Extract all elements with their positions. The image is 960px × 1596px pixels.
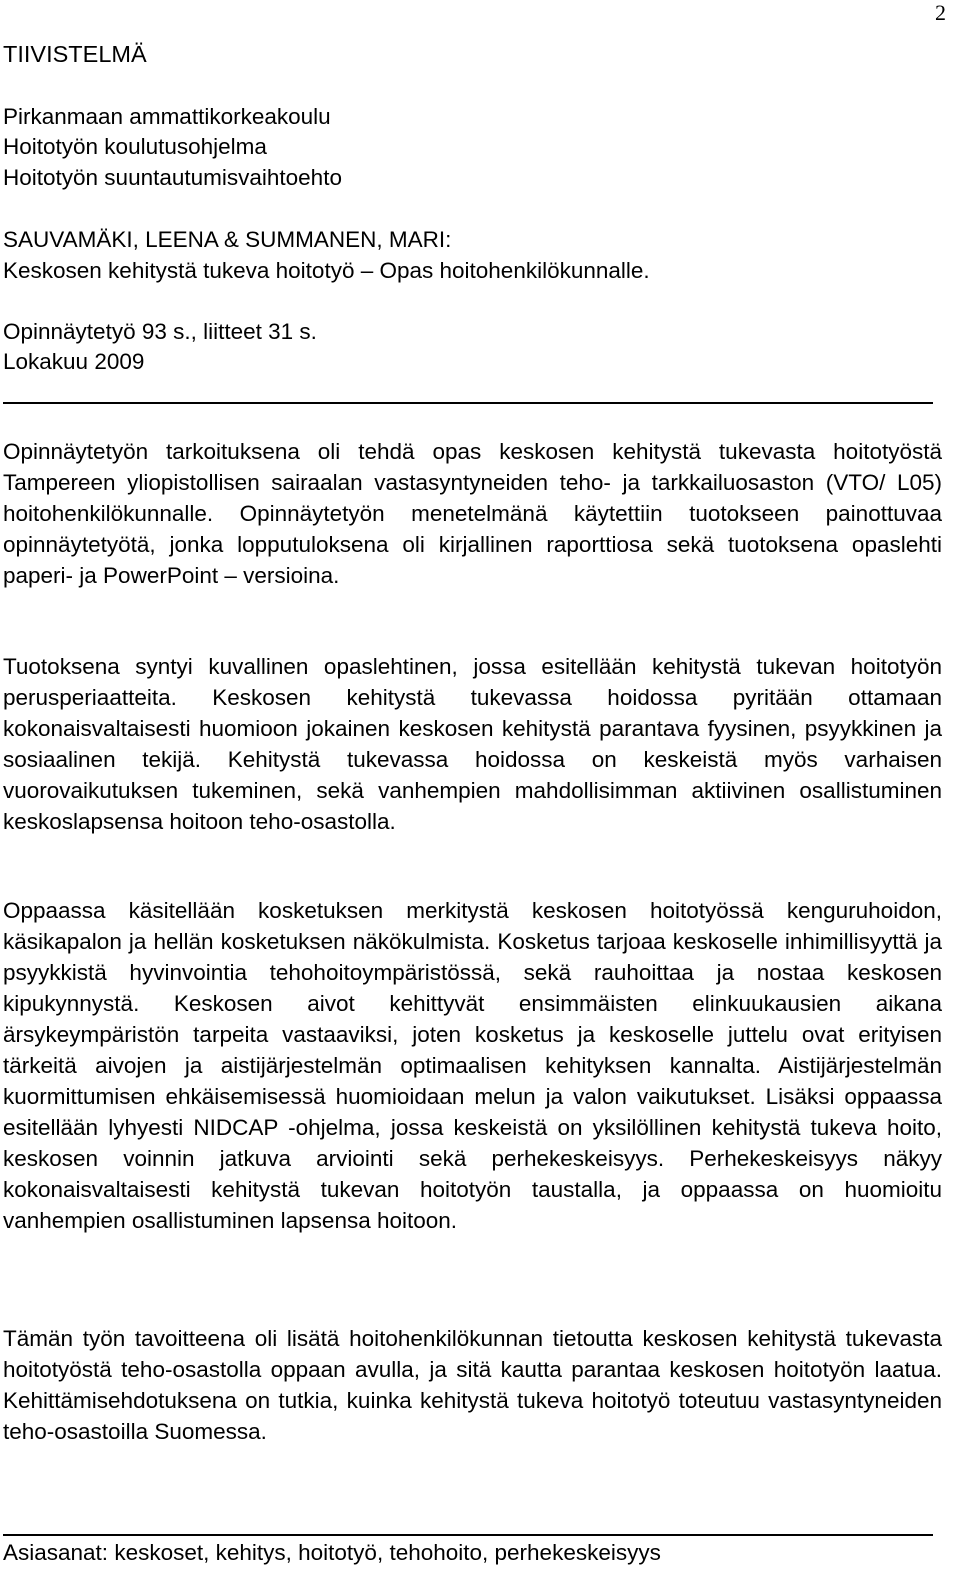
footer-divider — [3, 1534, 933, 1536]
thesis-title-line: Keskosen kehitystä tukeva hoitotyö – Opas hoitohenkilökunnalle. — [3, 258, 650, 283]
pages-line: Opinnäytetyö 93 s., liitteet 31 s. — [3, 319, 317, 344]
keywords-line: Asiasanat: keskoset, kehitys, hoitotyö, tehohoito, perhekeskeisyys — [3, 1540, 661, 1565]
document-title: TIIVISTELMÄ — [3, 41, 147, 67]
abstract-paragraph-3: Oppaassa käsitellään kosketuksen merkitystä keskosen hoitotyössä kenguruhoidon, käsikapalon ja hellän kosketuksen näkökulmista. Kosketus tarjoaa keskoselle inhimillisyyttä ja psyykkistä hyvinvointia tehohoitoympäristössä, sekä rauhoittaa ja nostaa keskosen kipukynnystä. Keskosen aivot kehittyvät ensimmäisten elinkuukausien aikana ärsykeympäristön tarpeita vastaaviksi, joten kosketus ja keskoselle juttelu ovat erityisen tärkeitä aivojen ja aistijärjestelmän optimaalisen kehityksen kannalta. Aistijärjestelmän kuormittumisen ehkäisemisessä huomioidaan melun ja valon vaikutukset. Lisäksi oppaassa esitellään lyhyesti NIDCAP -ohjelma, jossa keskeistä on yksilöllinen kehitystä tukeva hoito, keskosen voinnin jatkuva arviointi sekä perhekeskeisyys. Perhekeskeisyys näkyy kokonaisvaltaisesti kehitystä tukevan hoitotyön taustalla, ja oppaassa on huomioitu vanhempien osallistuminen lapsensa hoitoon. — [3, 898, 942, 1233]
abstract-paragraph-4: Tämän työn tavoitteena oli lisätä hoitohenkilökunnan tietoutta keskosen kehitystä tukevasta hoitotyöstä teho-osastolla oppaan avulla, ja sitä kautta parantaa keskosen hoitotyön laatua. Kehittämisehdotuksena on tutkia, kuinka kehitystä tukeva hoitotyö toteutuu vastasyntyneiden teho-osastoilla Suomessa. — [3, 1326, 942, 1444]
abstract-paragraph-1: Opinnäytetyön tarkoituksena oli tehdä opas keskosen kehitystä tukevasta hoitotyöstä Tampereen yliopistollisen sairaalan vastasyntyneiden teho- ja tarkkailuosaston (VTO/ L05) hoitohenkilökunnalle. Opinnäytetyön menetelmänä käytettiin tuotokseen painottuvaa opinnäytetyötä, jonka lopputuloksena oli kirjallinen raporttiosa sekä tuotoksena opaslehti paperi- ja PowerPoint – versioina. — [3, 439, 942, 588]
program-line: Hoitotyön koulutusohjelma — [3, 134, 267, 159]
date-line: Lokakuu 2009 — [3, 349, 145, 374]
abstract-paragraph-2: Tuotoksena syntyi kuvallinen opaslehtinen, jossa esitellään kehitystä tukevan hoitotyön perusperiaatteita. Keskosen kehitystä tukevassa hoidossa pyritään ottamaan kokonaisvaltaisesti huomioon jokainen keskosen kehitystä parantava fyysinen, psyykkinen ja sosiaalinen tekijä. Kehitystä tukevassa hoidossa on keskeistä myös varhaisen vuorovaikutuksen tukeminen, sekä vanhempien mahdollisimman aktiivinen osallistuminen keskoslapsensa hoitoon teho-osastolla. — [3, 654, 942, 834]
institution-line: Pirkanmaan ammattikorkeakoulu — [3, 104, 331, 129]
page-number: 2 — [935, 0, 946, 25]
specialization-line: Hoitotyön suuntautumisvaihtoehto — [3, 165, 342, 190]
authors-line: SAUVAMÄKI, LEENA & SUMMANEN, MARI: — [3, 227, 452, 252]
header-divider — [3, 402, 933, 404]
